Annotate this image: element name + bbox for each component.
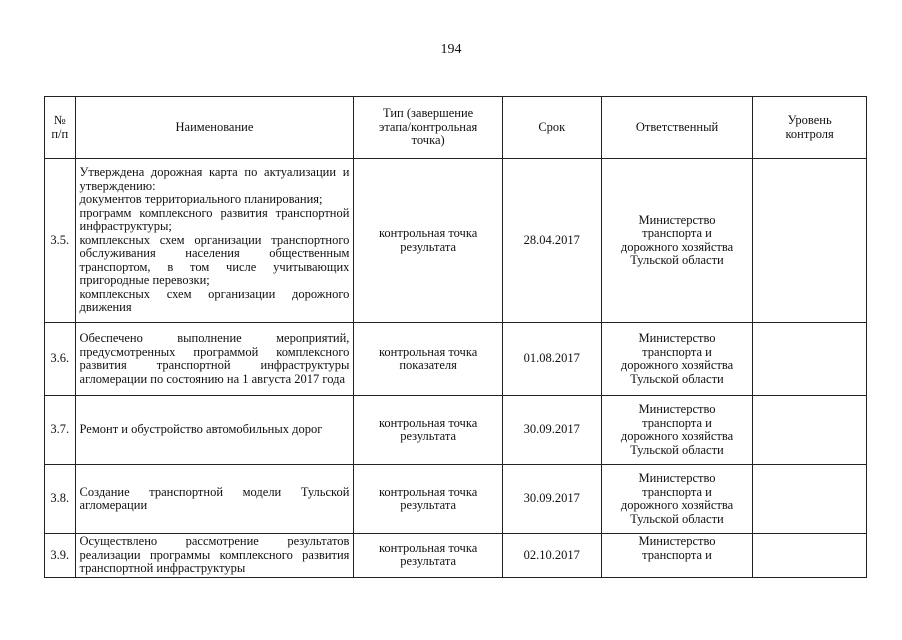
header-type: Тип (завершение этапа/контрольная точка) bbox=[354, 97, 502, 159]
header-control: Уровень контроля bbox=[753, 97, 867, 159]
row-num: 3.9. bbox=[45, 534, 76, 578]
row-control bbox=[753, 534, 867, 578]
row-date: 02.10.2017 bbox=[502, 534, 601, 578]
row-type: контрольная точка результата bbox=[354, 465, 502, 534]
row-type: контрольная точка результата bbox=[354, 534, 502, 578]
row-date: 30.09.2017 bbox=[502, 465, 601, 534]
row-name: Осуществлено рассмотрение результатов реализации программы комплексного развития транспортной инфраструктуры bbox=[75, 534, 354, 578]
row-name: Ремонт и обустройство автомобильных дорог bbox=[75, 396, 354, 465]
row-control bbox=[753, 159, 867, 323]
table-header-row bbox=[45, 97, 867, 159]
table-row bbox=[45, 396, 867, 465]
header-name: Наименование bbox=[75, 97, 354, 159]
page-number: 194 bbox=[440, 42, 462, 57]
row-type: контрольная точка результата bbox=[354, 159, 502, 323]
table-row bbox=[45, 465, 867, 534]
roadmap-table bbox=[44, 96, 867, 578]
row-num: 3.5. bbox=[45, 159, 76, 323]
table-row bbox=[45, 159, 867, 323]
table-row bbox=[45, 323, 867, 396]
row-type: контрольная точка результата bbox=[354, 396, 502, 465]
row-name: Обеспечено выполнение мероприятий, предусмотренных программой комплексного развития транспортной инфраструктуры агломерации по состоянию на 1 августа 2017 года bbox=[75, 323, 354, 396]
header-num: № п/п bbox=[45, 97, 76, 159]
row-responsible: Министерство транспорта и bbox=[601, 534, 753, 578]
row-type: контрольная точка показателя bbox=[354, 323, 502, 396]
row-control bbox=[753, 396, 867, 465]
row-num: 3.7. bbox=[45, 396, 76, 465]
header-date: Срок bbox=[502, 97, 601, 159]
row-num: 3.6. bbox=[45, 323, 76, 396]
row-date: 28.04.2017 bbox=[502, 159, 601, 323]
row-responsible: Министерство транспорта и дорожного хозяйства Тульской области bbox=[601, 465, 753, 534]
table-row bbox=[45, 534, 867, 578]
row-name: Утверждена дорожная карта по актуализации и утверждению: документов территориального планирования; программ комплексного развития транспортной инфраструктуры; комплексных схем организации транспортного обслуживания населения общественным транспортом, в том числе учитывающих пригородные перевозки; комплексных схем организации дорожного движения bbox=[75, 159, 354, 323]
row-date: 01.08.2017 bbox=[502, 323, 601, 396]
row-control bbox=[753, 323, 867, 396]
header-responsible: Ответственный bbox=[601, 97, 753, 159]
row-control bbox=[753, 465, 867, 534]
row-responsible: Министерство транспорта и дорожного хозяйства Тульской области bbox=[601, 159, 753, 323]
row-responsible: Министерство транспорта и дорожного хозяйства Тульской области bbox=[601, 396, 753, 465]
row-name: Создание транспортной модели Тульской агломерации bbox=[75, 465, 354, 534]
row-date: 30.09.2017 bbox=[502, 396, 601, 465]
row-num: 3.8. bbox=[45, 465, 76, 534]
row-responsible: Министерство транспорта и дорожного хозяйства Тульской области bbox=[601, 323, 753, 396]
